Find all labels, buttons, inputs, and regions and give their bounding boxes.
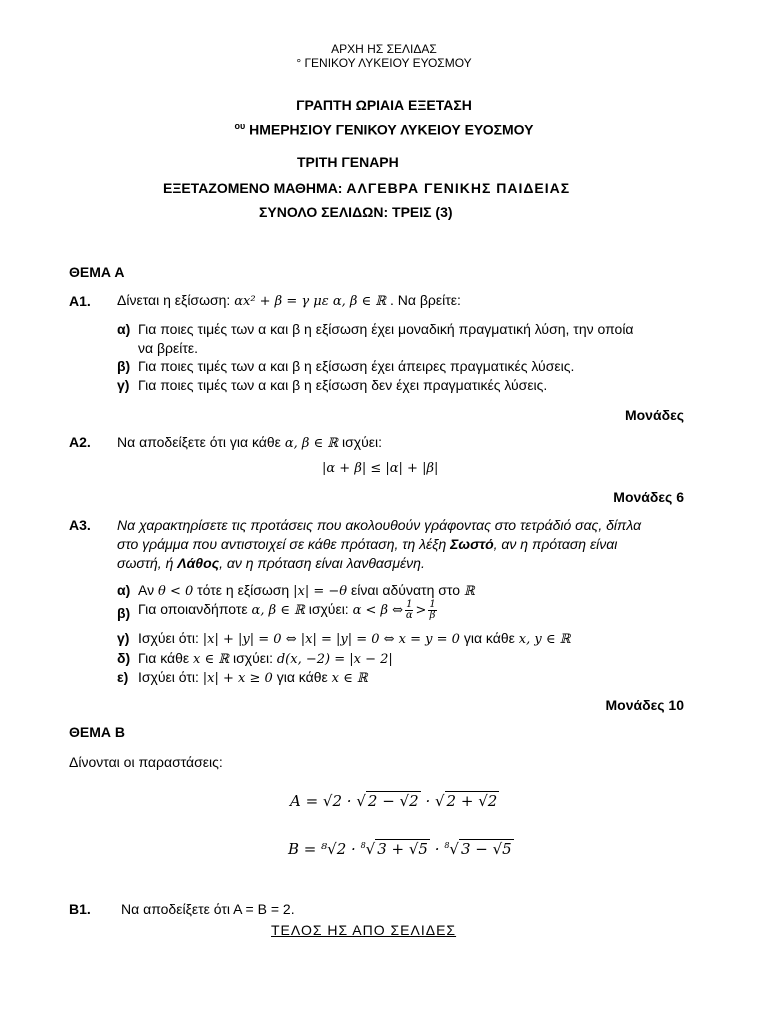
a1-item-a-cont: να βρείτε.	[138, 340, 199, 356]
a3-a-m2: |x| = −θ	[293, 584, 348, 599]
a3-b-t1: Για οποιανδήποτε	[138, 601, 248, 618]
page-count: ΣΥΝΟΛΟ ΣΕΛΙΔΩΝ: ΤΡΕΙΣ (3)	[259, 204, 453, 220]
a3-item-c-text	[138, 630, 570, 647]
a3-line3-post: , αν η πρόταση είναι λανθασμένη.	[219, 555, 425, 571]
a1-text-after: . Να βρείτε:	[389, 292, 461, 308]
a3-instructions-line2	[117, 536, 617, 552]
page-footer: ΤΕΛΟΣ ΗΣ ΑΠΟ ΣΕΛΙΔΕΣ	[271, 922, 457, 938]
expr-a-radicand2: 2 + √2	[446, 792, 498, 810]
b1-text: Να αποδείξετε ότι Α = Β = 2.	[121, 901, 295, 917]
expr-b-dot: ·	[434, 840, 440, 858]
expr-b-radicand2: 3 − √5	[460, 840, 512, 858]
a3-marks: Μονάδες 10	[605, 697, 684, 713]
a3-c-m1: |x| + |y| = 0 ⇔ |x| = |y| = 0 ⇔ x = y = 0	[202, 632, 460, 647]
a3-b-m1: α, β ∈ ℝ	[251, 603, 305, 619]
a3-c-t2: για κάθε	[463, 630, 515, 646]
theme-b-intro: Δίνονται οι παραστάσεις:	[69, 754, 223, 770]
expr-b-radicand1: 3 + √5	[377, 840, 428, 858]
expression-a: A = √2 · √ 2 − √2 · √ 2 + √2	[290, 792, 498, 810]
a3-a-m1: θ < 0	[157, 584, 194, 599]
a3-e-m1: |x| + x ≥ 0	[202, 671, 273, 686]
a1-statement	[117, 292, 461, 309]
ordinal-superscript: ου	[234, 121, 246, 131]
a3-b-t2: ισχύει:	[308, 601, 349, 618]
subject-name: ΑΛΓΕΒΡΑ ΓΕΝΙΚΗΣ ΠΑΙΔΕΙΑΣ	[346, 180, 571, 196]
word-true: Σωστό	[450, 536, 494, 552]
page-header-line1: ΑΡΧΗ ΗΣ ΣΕΛΙΔΑΣ	[331, 42, 437, 56]
exam-date: ΤΡΙΤΗ ΓΕΝΑΡΗ	[297, 154, 399, 170]
a3-d-m2: d(x, −2) = |x − 2|	[276, 652, 393, 667]
a3-item-c-label: γ)	[117, 630, 130, 646]
a3-e-t1: Ισχύει ότι:	[138, 669, 199, 685]
a3-e-t2: για κάθε	[276, 669, 328, 685]
greater-than-sign: >	[415, 603, 427, 619]
expr-b-index2: 8	[444, 841, 450, 850]
a2-label: Α2.	[69, 434, 91, 450]
a1-equation: αx² + β = γ με α, β ∈ ℝ	[234, 294, 387, 309]
a3-instructions-line1: Να χαρακτηρίσετε τις προτάσεις που ακολουθούν γράφοντας στο τετράδιό σας, δίπλα	[117, 517, 642, 533]
fraction-one-over-beta	[428, 600, 436, 621]
a3-label: Α3.	[69, 517, 91, 533]
a2-marks: Μονάδες 6	[613, 489, 684, 505]
a3-b-m2: α < β ⇔	[352, 603, 404, 619]
a3-instructions-line3	[117, 555, 425, 571]
school-line	[0, 121, 768, 138]
a3-c-t1: Ισχύει ότι:	[138, 630, 199, 646]
expr-a-radicand1: 2 − √2	[367, 792, 419, 810]
expression-b: B = ⁸√2 · $^8$√ 3 + √5 · $^8$√ 3 − √5	[288, 840, 512, 858]
expr-a-lhs: A = √2 ·	[290, 792, 352, 810]
a3-item-a-text	[138, 582, 475, 599]
theme-b-heading: ΘΕΜΑ Β	[69, 724, 125, 740]
a3-item-d-text	[138, 650, 393, 667]
a3-e-m2: x ∈ ℝ	[331, 671, 368, 686]
a3-a-t3: είναι αδύνατη στο	[350, 582, 461, 598]
a3-a-m3: ℝ	[463, 584, 475, 599]
a3-item-e-label: ε)	[117, 669, 129, 685]
a3-a-t2: τότε η εξίσωση	[197, 582, 290, 598]
subject-line	[163, 180, 570, 196]
a3-c-m2: x, y ∈ ℝ	[518, 632, 571, 647]
a1-item-a-text: Για ποιες τιμές των α και β η εξίσωση έχει μοναδική πραγματική λύση, την οποία	[138, 321, 634, 337]
a3-a-t1: Αν	[138, 582, 155, 598]
a3-line3-pre: σωστή, ή	[117, 555, 174, 571]
frac2-den: β	[429, 610, 436, 621]
b1-label: Β1.	[69, 901, 91, 917]
school-name: ΗΜΕΡΗΣΙΟΥ ΓΕΝΙΚΟΥ ΛΥΚΕΙΟΥ ΕΥΟΣΜΟΥ	[249, 121, 534, 138]
a1-item-b-label: β)	[117, 358, 131, 374]
expr-b-lhs: B = ⁸√2 ·	[288, 840, 356, 858]
a3-line2-post: , αν η πρόταση είναι	[493, 536, 618, 552]
a3-line2-pre: στο γράμμα που αντιστοιχεί σε κάθε πρόταση, τη λέξη	[117, 536, 447, 552]
a1-item-a-label: α)	[117, 321, 131, 337]
fraction-one-over-alpha	[405, 600, 413, 621]
expr-a-dot: ·	[425, 792, 431, 810]
a2-vars: α, β ∈ ℝ	[284, 436, 339, 451]
a2-statement	[117, 434, 382, 451]
a2-text-before: Να αποδείξετε ότι για κάθε	[117, 434, 281, 450]
frac1-num: 1	[406, 599, 413, 610]
exam-title: ΓΡΑΠΤΗ ΩΡΙΑΙΑ ΕΞΕΤΑΣΗ	[296, 97, 472, 113]
a3-item-a-label: α)	[117, 582, 131, 598]
a3-item-b-label: β)	[117, 605, 131, 621]
frac2-num: 1	[429, 599, 436, 610]
a1-item-c-label: γ)	[117, 377, 130, 393]
a1-item-c-text: Για ποιες τιμές των α και β η εξίσωση δεν έχει πραγματικές λύσεις.	[138, 377, 548, 393]
a3-item-e-text	[138, 669, 368, 686]
a3-item-d-label: δ)	[117, 650, 131, 666]
a1-label: Α1.	[69, 293, 91, 309]
a1-marks: Μονάδες	[624, 407, 684, 423]
a2-text-after: ισχύει:	[341, 434, 382, 450]
theme-a-heading: ΘΕΜΑ Α	[69, 264, 125, 280]
a3-d-m1: x ∈ ℝ	[193, 652, 230, 667]
word-false: Λάθος	[177, 555, 220, 571]
expr-b-index1: 8	[360, 841, 366, 850]
a1-text-before: Δίνεται η εξίσωση:	[117, 292, 231, 308]
a1-item-b-text: Για ποιες τιμές των α και β η εξίσωση έχει άπειρες πραγματικές λύσεις.	[138, 358, 575, 374]
subject-prefix: ΕΞΕΤΑΖΟΜΕΝΟ ΜΑΘΗΜΑ:	[163, 180, 343, 196]
a3-d-t2: ισχύει:	[232, 650, 273, 666]
frac1-den: α	[405, 610, 413, 621]
a3-d-t1: Για κάθε	[138, 650, 190, 666]
a3-item-b-text	[138, 600, 439, 621]
page-header-line2: ° ΓΕΝΙΚΟΥ ΛΥΚΕΙΟΥ ΕΥΟΣΜΟΥ	[296, 56, 472, 70]
triangle-inequality-formula: |α + β| ≤ |α| + |β|	[322, 461, 439, 476]
